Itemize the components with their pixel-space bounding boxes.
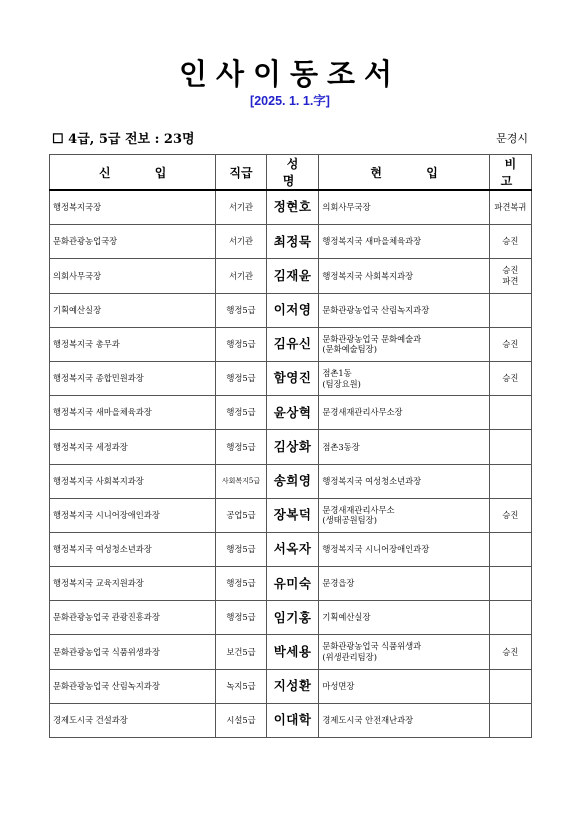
cell-current-position: 문경읍장 <box>319 567 489 601</box>
cell-grade: 행정5급 <box>216 430 267 464</box>
cell-name: 정현호 <box>266 190 319 225</box>
cell-name: 이저영 <box>266 293 319 327</box>
table-row <box>50 464 532 498</box>
cell-current-position: 문화관광농업국 산림녹지과장 <box>319 293 489 327</box>
cell-note: 승진 <box>489 327 531 361</box>
cell-note: 승진 <box>489 498 531 532</box>
cell-new-position: 기획예산실장 <box>50 293 216 327</box>
cell-note: 파견복귀 <box>489 190 531 225</box>
cell-name: 김유신 <box>266 327 319 361</box>
cell-current-position: 행정복지국 새마을체육과장 <box>319 225 489 259</box>
cell-note <box>489 703 531 737</box>
cell-grade: 행정5급 <box>216 601 267 635</box>
cell-note <box>489 430 531 464</box>
cell-grade: 공업5급 <box>216 498 267 532</box>
cell-grade: 행정5급 <box>216 327 267 361</box>
cell-new-position: 경제도시국 건설과장 <box>50 703 216 737</box>
cell-current-position: 마성면장 <box>319 669 489 703</box>
section-heading: ☐ 4급, 5급 전보 : 23명 <box>52 132 195 147</box>
table-row <box>50 361 532 395</box>
cell-current-position: 의회사무국장 <box>319 190 489 225</box>
table-row <box>50 293 532 327</box>
cell-grade: 녹지5급 <box>216 669 267 703</box>
cell-name: 함영진 <box>266 361 319 395</box>
cell-name: 유미숙 <box>266 567 319 601</box>
cell-note <box>489 464 531 498</box>
cell-current-position: 행정복지국 여성청소년과장 <box>319 464 489 498</box>
header-name: 성 명 <box>266 155 319 191</box>
table-row <box>50 635 532 669</box>
cell-new-position: 문화관광농업국 관광진흥과장 <box>50 601 216 635</box>
cell-name: 김재윤 <box>266 259 319 293</box>
cell-current-position: 점촌3동장 <box>319 430 489 464</box>
table-row <box>50 498 532 532</box>
cell-name: 서옥자 <box>266 532 319 566</box>
cell-name: 임기홍 <box>266 601 319 635</box>
cell-note <box>489 293 531 327</box>
cell-new-position: 문화관광농업국 식품위생과장 <box>50 635 216 669</box>
table-body <box>50 190 532 738</box>
cell-name: 송희영 <box>266 464 319 498</box>
cell-grade: 서기관 <box>216 190 267 225</box>
cell-grade: 시설5급 <box>216 703 267 737</box>
cell-new-position: 행정복지국 종합민원과장 <box>50 361 216 395</box>
cell-name: 이대학 <box>266 703 319 737</box>
document-title: 인사이동조서 <box>178 57 402 91</box>
cell-grade: 서기관 <box>216 225 267 259</box>
table-row <box>50 567 532 601</box>
cell-note: 승진 파견 <box>489 259 531 293</box>
cell-new-position: 행정복지국 교육지원과장 <box>50 567 216 601</box>
cell-current-position: 경제도시국 안전재난과장 <box>319 703 489 737</box>
cell-current-position: 문경새재관리사무소장 <box>319 396 489 430</box>
cell-note <box>489 532 531 566</box>
cell-new-position: 행정복지국 시니어장애인과장 <box>50 498 216 532</box>
cell-grade: 행정5급 <box>216 567 267 601</box>
table-header-row <box>50 155 532 191</box>
table-row <box>50 430 532 464</box>
header-note: 비고 <box>489 155 531 191</box>
cell-new-position: 행정복지국 여성청소년과장 <box>50 532 216 566</box>
cell-current-position: 문경새재관리사무소 (생태공원팀장) <box>319 498 489 532</box>
cell-current-position: 행정복지국 사회복지과장 <box>319 259 489 293</box>
cell-name: 지성환 <box>266 669 319 703</box>
cell-note <box>489 669 531 703</box>
cell-current-position: 행정복지국 시니어장애인과장 <box>319 532 489 566</box>
cell-current-position: 점촌1동 (팀장요원) <box>319 361 489 395</box>
cell-grade: 사회복지5급 <box>216 464 267 498</box>
cell-name: 윤상혁 <box>266 396 319 430</box>
cell-note <box>489 601 531 635</box>
cell-grade: 행정5급 <box>216 293 267 327</box>
table-row <box>50 190 532 225</box>
cell-note <box>489 567 531 601</box>
table-row <box>50 225 532 259</box>
cell-grade: 서기관 <box>216 259 267 293</box>
table-row <box>50 601 532 635</box>
cell-grade: 행정5급 <box>216 396 267 430</box>
cell-grade: 행정5급 <box>216 361 267 395</box>
table-row <box>50 396 532 430</box>
cell-current-position: 문화관광농업국 문화예술과 (문화예술팀장) <box>319 327 489 361</box>
cell-new-position: 의회사무국장 <box>50 259 216 293</box>
cell-name: 김상화 <box>266 430 319 464</box>
organization-name: 문경시 <box>496 132 528 145</box>
cell-new-position: 행정복지국 새마을체육과장 <box>50 396 216 430</box>
header-grade: 직급 <box>216 155 267 191</box>
header-new-position: 신 입 <box>50 155 216 191</box>
cell-new-position: 행정복지국장 <box>50 190 216 225</box>
table-row <box>50 532 532 566</box>
table-row <box>50 327 532 361</box>
cell-note <box>489 396 531 430</box>
table-row <box>50 703 532 737</box>
cell-new-position: 문화관광농업국 산림녹지과장 <box>50 669 216 703</box>
cell-note: 승진 <box>489 361 531 395</box>
cell-new-position: 문화관광농업국장 <box>50 225 216 259</box>
cell-grade: 행정5급 <box>216 532 267 566</box>
cell-note: 승진 <box>489 635 531 669</box>
personnel-table <box>49 154 532 738</box>
cell-name: 최정묵 <box>266 225 319 259</box>
cell-current-position: 기획예산실장 <box>319 601 489 635</box>
cell-current-position: 문화관광농업국 식품위생과 (위생관리팀장) <box>319 635 489 669</box>
cell-new-position: 행정복지국 세정과장 <box>50 430 216 464</box>
table-row <box>50 669 532 703</box>
cell-grade: 보건5급 <box>216 635 267 669</box>
cell-name: 장복덕 <box>266 498 319 532</box>
header-current-position: 현 입 <box>319 155 489 191</box>
table-row <box>50 259 532 293</box>
document-date: [2025. 1. 1.字] <box>250 94 330 108</box>
cell-new-position: 행정복지국 총무과 <box>50 327 216 361</box>
cell-new-position: 행정복지국 사회복지과장 <box>50 464 216 498</box>
cell-name: 박세용 <box>266 635 319 669</box>
cell-note: 승진 <box>489 225 531 259</box>
